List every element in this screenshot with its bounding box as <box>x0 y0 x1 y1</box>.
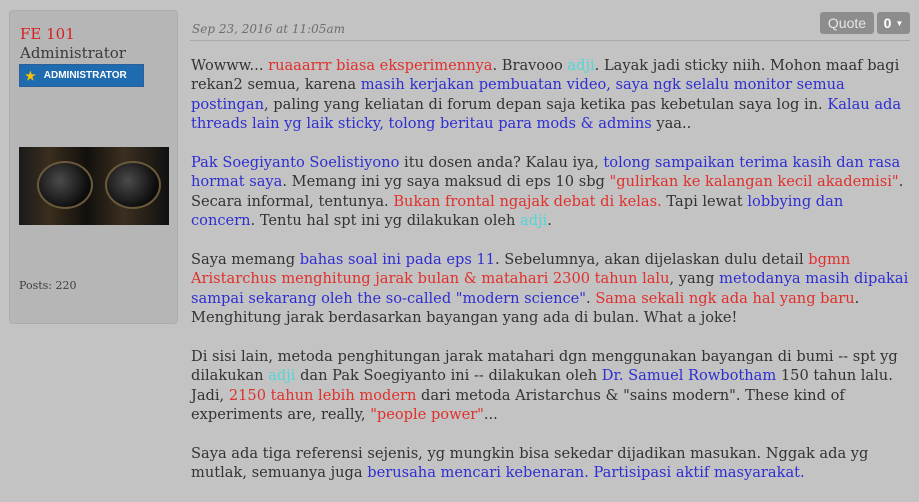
highlighted-text: 2150 tahun lebih modern <box>228 386 417 404</box>
highlighted-text: masih kerjakan pembuatan video, saya ngk selalu monitor semua postingan <box>191 76 845 113</box>
body-text: . Menghitung jarak berdasarkan bayangan yang ada di bulan. What a joke! <box>191 289 860 327</box>
post-paragraph <box>191 250 911 328</box>
highlighted-text: bgmn Aristarchus menghitung jarak bulan & matahari 2300 tahun lalu <box>191 251 851 288</box>
user-title: Administrator <box>20 44 126 62</box>
quote-button[interactable]: Quote <box>820 12 874 34</box>
like-count: 0 <box>883 15 892 31</box>
body-text: . Layak jadi sticky niih. Mohon maaf bagi rekan2 semua, karena <box>191 57 900 94</box>
body-text: . Memang ini yg saya maksud di eps 10 sbg <box>282 173 610 191</box>
user-info-panel <box>9 10 178 324</box>
post-paragraph <box>191 444 911 483</box>
avatar[interactable] <box>19 147 169 225</box>
highlighted-text: adji <box>567 57 595 74</box>
highlighted-text: adji <box>268 367 296 385</box>
username-link[interactable]: FE 101 <box>20 25 75 43</box>
highlighted-text: adji <box>520 212 548 230</box>
body-text: . Secara informal, tentunya. <box>191 173 904 210</box>
rank-badge-label: ADMINISTRATOR <box>43 70 127 81</box>
body-text: . Sebelumnya, akan dijelaskan dulu detail <box>495 251 809 269</box>
highlighted-text: Kalau ada threads lain yg laik sticky, tolong beritau para mods & admins <box>191 95 902 133</box>
post-date[interactable]: Sep 23, 2016 at 11:05am <box>192 22 345 36</box>
highlighted-text: tolong sampaikan terima kasih dan rasa hormat saya <box>191 154 901 191</box>
star-icon: ★ <box>25 68 36 83</box>
body-text: , paling yang keliatan di forum depan saja ketika pas kebetulan saya log in. <box>264 95 828 113</box>
like-button[interactable] <box>877 12 910 34</box>
body-text: . <box>586 289 596 307</box>
post-count: Posts: 220 <box>19 279 77 292</box>
post-paragraph <box>191 56 911 134</box>
highlighted-text: lobbying dan concern <box>191 192 844 230</box>
highlighted-text: berusaha mencari kebenaran. Partisipasi aktif masyarakat. <box>367 464 805 482</box>
highlighted-text: ruaaarrr biasa eksperimennya <box>268 57 493 74</box>
avatar-lens-left <box>37 161 93 209</box>
avatar-lens-right <box>105 161 161 209</box>
post-header <box>190 12 910 41</box>
post-paragraph <box>191 347 911 425</box>
post-paragraph <box>191 153 911 231</box>
body-text: . <box>547 212 552 230</box>
highlighted-text: "gulirkan ke kalangan kecil akademisi" <box>609 173 899 191</box>
body-text: Tapi lewat <box>661 192 748 210</box>
highlighted-text: Sama sekali ngk ada hal yang baru <box>595 289 855 307</box>
body-text: dan Pak Soegiyanto ini -- dilakukan oleh <box>295 367 602 385</box>
body-text: yaa.. <box>651 115 692 133</box>
body-text: Saya ada tiga referensi sejenis, yg mungkin bisa sekedar dijadikan masukan. Nggak ada yg mutlak, semuanya juga <box>191 445 869 482</box>
rank-badge <box>19 64 144 87</box>
highlighted-text: "people power" <box>370 406 484 424</box>
highlighted-text: bahas soal ini pada eps 11 <box>299 251 496 269</box>
body-text: dari metoda Aristarchus & "sains modern". These kind of experiments are, really, <box>191 386 845 424</box>
body-text: Di sisi lain, metoda penghitungan jarak matahari dgn menggunakan bayangan di bumi -- spt yg dilakukan <box>191 348 898 385</box>
highlighted-text: metodanya masih dipakai sampai sekarang oleh the so-called "modern science" <box>191 270 909 307</box>
body-text: Saya memang <box>191 251 300 269</box>
post-body <box>191 56 911 502</box>
highlighted-text: Pak Soegiyanto Soelistiyono <box>191 154 400 172</box>
body-text: . Tentu hal spt ini yg dilakukan oleh <box>250 212 521 230</box>
highlighted-text: Bukan frontal ngajak debat di kelas. <box>393 192 662 210</box>
body-text: . Bravooo <box>492 57 568 74</box>
body-text: itu dosen anda? Kalau iya, <box>399 154 604 172</box>
highlighted-text: Dr. Samuel Rowbotham <box>601 367 777 385</box>
body-text: 150 tahun lalu. Jadi, <box>191 367 893 404</box>
caret-down-icon: ▼ <box>895 18 904 28</box>
body-text: Wowww... <box>191 57 269 74</box>
body-text: ... <box>483 406 498 424</box>
body-text: , yang <box>669 270 720 288</box>
